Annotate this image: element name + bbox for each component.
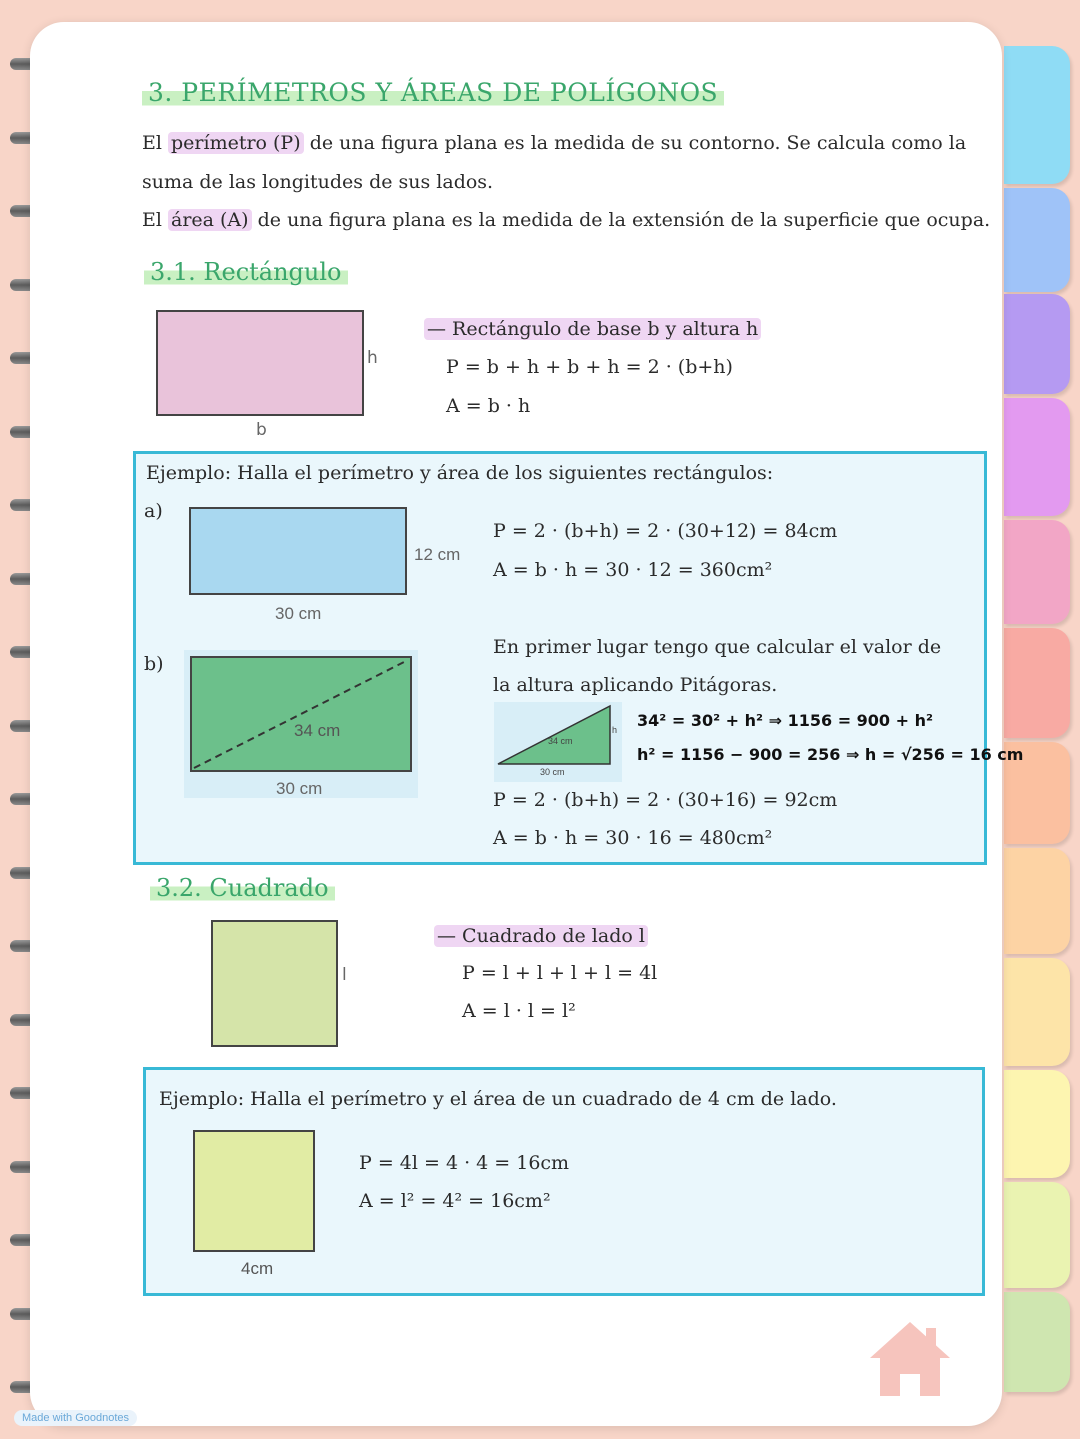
section-tab[interactable] [1004,1292,1070,1392]
square-figure [211,920,338,1047]
square-area-formula: A = l · l = l² [462,1000,576,1022]
section-tab[interactable] [1004,398,1070,516]
rect-example-title: Ejemplo: Halla el perímetro y área de los siguientes rectángulos: [146,462,774,484]
pythagoras-line-2: h² = 1156 − 900 = 256 ⇒ h = √256 = 16 cm [637,745,1024,764]
term-perimetro: perímetro (P) [168,132,304,154]
section-tab[interactable] [1004,294,1070,394]
square-example-title: Ejemplo: Halla el perímetro y el área de un cuadrado de 4 cm de lado. [159,1088,837,1110]
intro-line-2: suma de las longitudes de sus lados. [142,171,494,193]
rect-b-perimeter: P = 2 · (b+h) = 2 · (30+16) = 92cm [493,789,838,811]
rectangle-figure [156,310,364,416]
home-icon[interactable] [868,1318,952,1398]
rect-a-area: A = b · h = 30 · 12 = 360cm² [493,559,773,581]
rect-label-h: h [367,348,378,368]
rect-b-text-1: En primer lugar tengo que calcular el valor de [493,636,942,658]
example-b-label: b) [144,653,164,675]
triangle-hyp-label: 34 cm [548,736,573,746]
section-tab[interactable] [1004,188,1070,292]
section-tab[interactable] [1004,958,1070,1066]
section-tab[interactable] [1004,848,1070,954]
square-example-side-label: 4cm [241,1259,274,1278]
term-area: área (A) [168,209,252,231]
example-a-label: a) [144,500,163,522]
rect-heading: 3.1. Rectángulo [144,258,348,286]
square-example-perimeter: P = 4l = 4 · 4 = 16cm [359,1152,570,1174]
rect-desc: — Rectángulo de base b y altura h [424,318,761,340]
rect-b-base-label: 30 cm [276,779,323,798]
triangle-base-label: 30 cm [540,767,565,777]
intro-line-3: El área (A) de una figura plana es la medida de la extensión de la superficie que ocupa. [142,209,991,231]
rect-b-diagonal [190,656,414,774]
square-example-area: A = l² = 4² = 16cm² [359,1190,551,1212]
rect-b-diag-label: 34 cm [294,721,341,740]
rect-b-text-2: la altura aplicando Pitágoras. [493,674,778,696]
square-example-figure [193,1130,315,1252]
square-desc: — Cuadrado de lado l [434,925,648,947]
square-perimeter-formula: P = l + l + l + l = 4l [462,962,658,984]
square-heading: 3.2. Cuadrado [150,874,335,902]
intro-line-1: El perímetro (P) de una figura plana es la medida de su contorno. Se calcula como la [142,132,967,154]
rect-area-formula: A = b · h [446,395,531,417]
pythagoras-line-1: 34² = 30² + h² ⇒ 1156 = 900 + h² [637,711,934,730]
goodnotes-brand: Made with Goodnotes [14,1410,137,1426]
section-tab[interactable] [1004,520,1070,624]
triangle-h-label: h [612,725,618,735]
rect-a-perimeter: P = 2 · (b+h) = 2 · (30+12) = 84cm [493,520,838,542]
rect-b-area: A = b · h = 30 · 16 = 480cm² [493,827,773,849]
square-label-l: l [342,965,347,985]
rectangle-a-figure [189,507,407,595]
section-tab[interactable] [1004,1070,1070,1178]
rect-label-b: b [256,420,267,440]
section-tab[interactable] [1004,628,1070,738]
rect-a-side-label: 12 cm [414,545,461,564]
rect-a-base-label: 30 cm [275,604,322,623]
section-tab[interactable] [1004,1182,1070,1288]
page-title: 3. PERÍMETROS Y ÁREAS DE POLÍGONOS [142,78,724,107]
section-tab[interactable] [1004,46,1070,184]
rect-perimeter-formula: P = b + h + b + h = 2 · (b+h) [446,356,733,378]
